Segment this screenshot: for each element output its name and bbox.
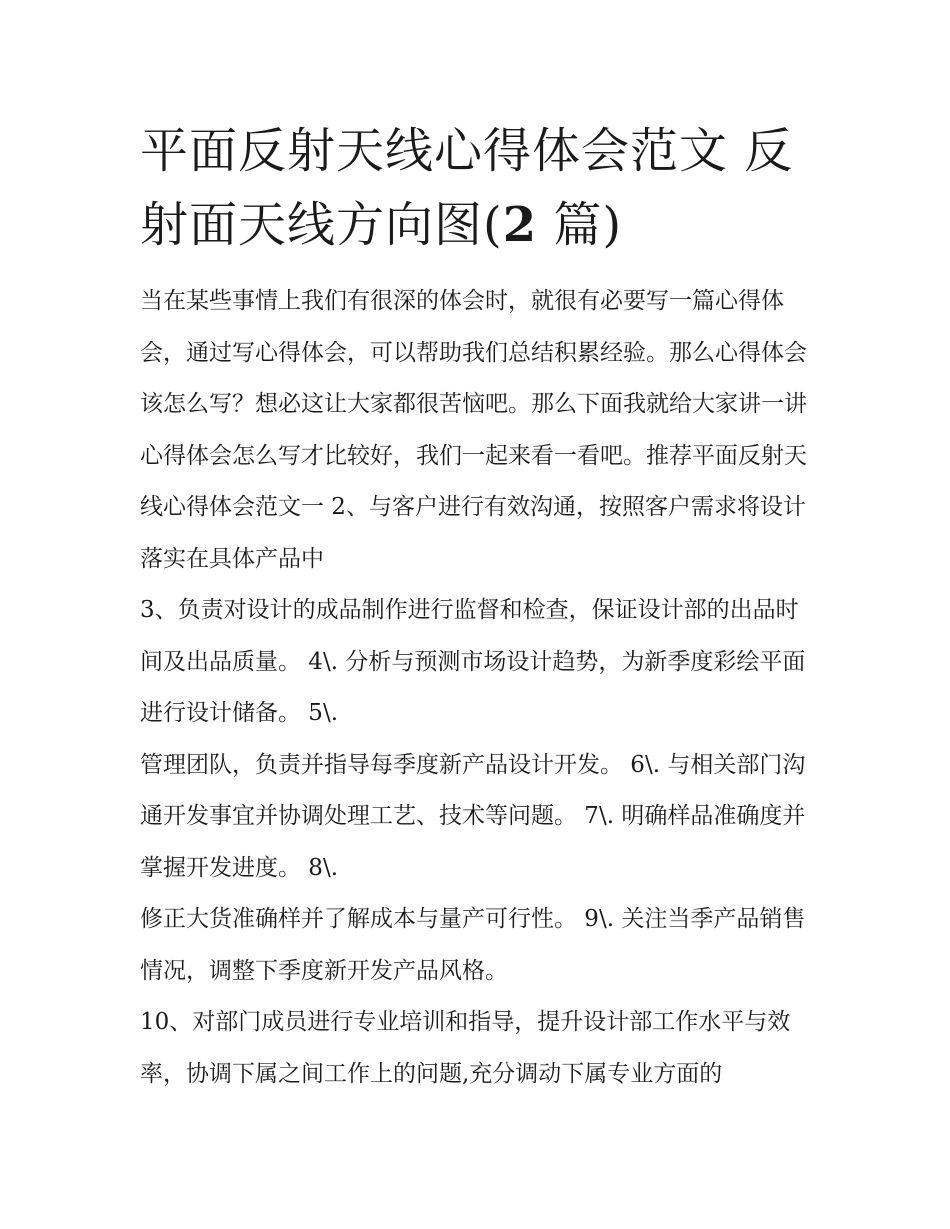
document-body xyxy=(140,276,820,1100)
paragraph-intro: 当在某些事情上我们有很深的体会时，就很有必要写一篇心得体会，通过写心得体会，可以帮助我们总结积累经验。那么心得体会该怎么写？想必这让大家都很苦恼吧。那么下面我就给大家讲一讲心得体会怎么写才比较好，我们一起来看一看吧。推荐平面反射天线心得体会范文一 2、与客户进行有效沟通，按照客户需求将设计落实在具体产品中 xyxy=(140,288,807,572)
paragraph-item-management: 管理团队，负责并指导每季度新产品设计开发。 6\. 与相关部门沟通开发事宜并协调处理工艺、技术等问题。 7\. 明确样品准确度并掌握开发进度。 8\. xyxy=(140,751,806,881)
title-count: 2 xyxy=(502,197,538,253)
title-text-part1: 平面反射天线心得体会范文 反射面天线方向图( xyxy=(140,123,794,253)
paragraph-item-correction: 修正大货准确样并了解成本与量产可行性。 9\. 关注当季产品销售情况，调整下季度新开发产品风格。 xyxy=(140,906,806,984)
paragraph-item-10: 10、对部门成员进行专业培训和指导，提升设计部工作水平与效率，协调下属之间工作上的问题,充分调动下属专业方面的 xyxy=(140,1009,791,1087)
document-title xyxy=(140,114,820,262)
paragraph-item-3: 3、负责对设计的成品制作进行监督和检查，保证设计部的出品时间及出品质量。 4\. 分析与预测市场设计趋势，为新季度彩绘平面进行设计储备。 5\. xyxy=(140,597,806,726)
title-text-part2: 篇) xyxy=(537,197,623,253)
